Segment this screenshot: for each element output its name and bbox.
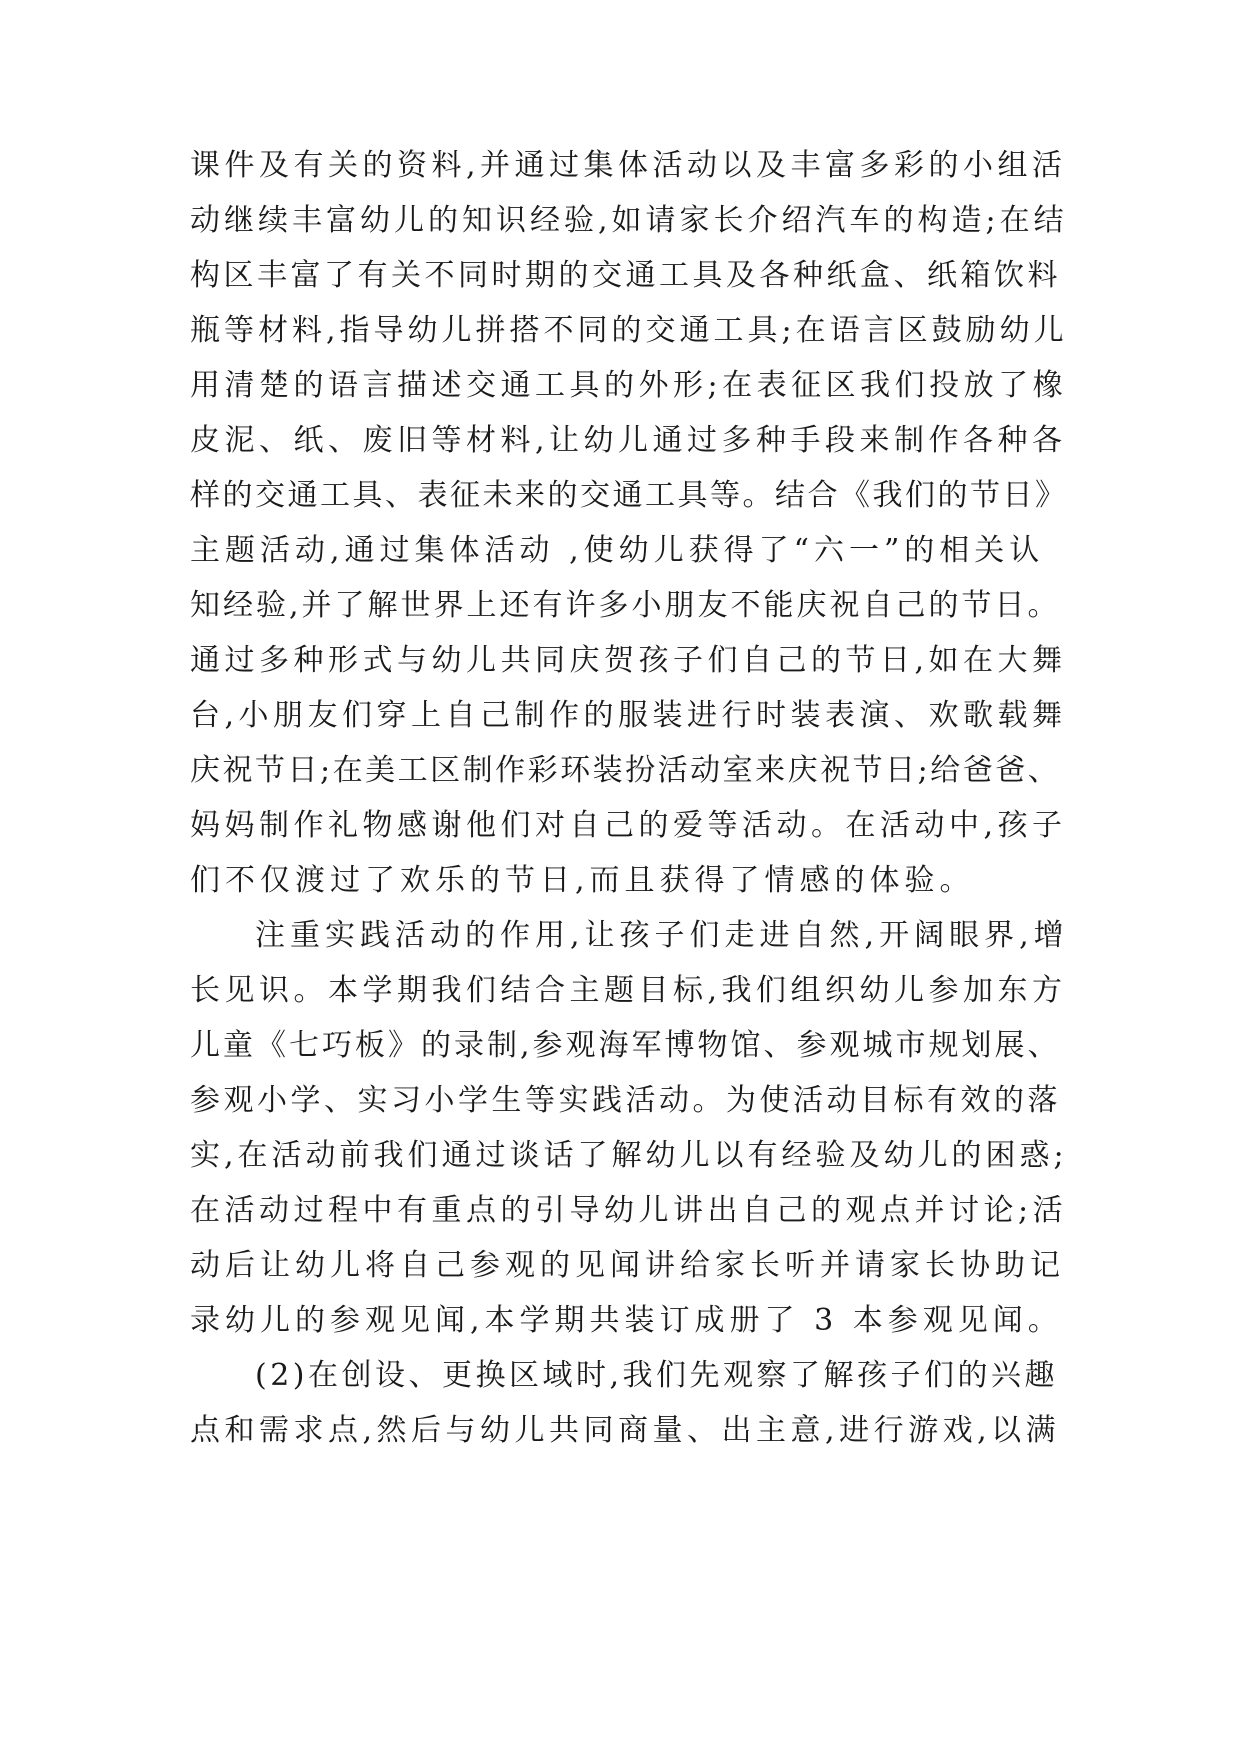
text-line: 录幼儿的参观见闻,本学期共装订成册了 3 本参观见闻。 <box>190 1303 1063 1338</box>
text-line: 主题活动,通过集体活动 ,使幼儿获得了“六一”的相关认 <box>190 533 1045 568</box>
text-line: 动后让幼儿将自己参观的见闻讲给家长听并请家长协助记 <box>190 1248 1065 1283</box>
text-line: 长见识。本学期我们结合主题目标,我们组织幼儿参加东方 <box>190 973 1067 1008</box>
text-line: 动继续丰富幼儿的知识经验,如请家长介绍汽车的构造;在结 <box>190 203 1068 238</box>
text-line: 妈妈制作礼物感谢他们对自己的爱等活动。在活动中,孩子 <box>190 808 1067 843</box>
text-line: 台,小朋友们穿上自己制作的服装进行时装表演、欢歌载舞 <box>190 698 1067 733</box>
paragraph-first-line: (2)在创设、更换区域时,我们先观察了解孩子们的兴趣 <box>255 1358 1059 1393</box>
text-line: 儿童《七巧板》的录制,参观海军博物馆、参观城市规划展、 <box>190 1028 1061 1063</box>
text-line: 参观小学、实习小学生等实践活动。为使活动目标有效的落 <box>190 1083 1061 1118</box>
text-line: 通过多种形式与幼儿共同庆贺孩子们自己的节日,如在大舞 <box>190 643 1067 678</box>
text-line: 知经验,并了解世界上还有许多小朋友不能庆祝自己的节日。 <box>190 588 1061 623</box>
text-line: 瓶等材料,指导幼儿拼搭不同的交通工具;在语言区鼓励幼儿 <box>190 313 1068 348</box>
text-line: 庆祝节日;在美工区制作彩环装扮活动室来庆祝节日;给爸爸、 <box>190 753 1061 788</box>
text-line: 实,在活动前我们通过谈话了解幼儿以有经验及幼儿的困惑; <box>190 1138 1068 1173</box>
text-line: 在活动过程中有重点的引导幼儿讲出自己的观点并讨论;活 <box>190 1193 1068 1228</box>
text-line: 构区丰富了有关不同时期的交通工具及各种纸盒、纸箱饮料 <box>190 258 1061 293</box>
text-line: 皮泥、纸、废旧等材料,让幼儿通过多种手段来制作各种各 <box>190 423 1067 458</box>
text-line: 样的交通工具、表征未来的交通工具等。结合《我们的节日》 <box>190 478 1068 513</box>
text-line: 用清楚的语言描述交通工具的外形;在表征区我们投放了橡 <box>190 368 1068 403</box>
paragraph-first-line: 注重实践活动的作用,让孩子们走进自然,开阔眼界,增 <box>255 918 1069 953</box>
text-line: 们不仅渡过了欢乐的节日,而且获得了情感的体验。 <box>190 863 975 898</box>
text-line: 课件及有关的资料,并通过集体活动以及丰富多彩的小组活 <box>190 148 1067 183</box>
text-line: 点和需求点,然后与幼儿共同商量、出主意,进行游戏,以满 <box>190 1413 1061 1448</box>
